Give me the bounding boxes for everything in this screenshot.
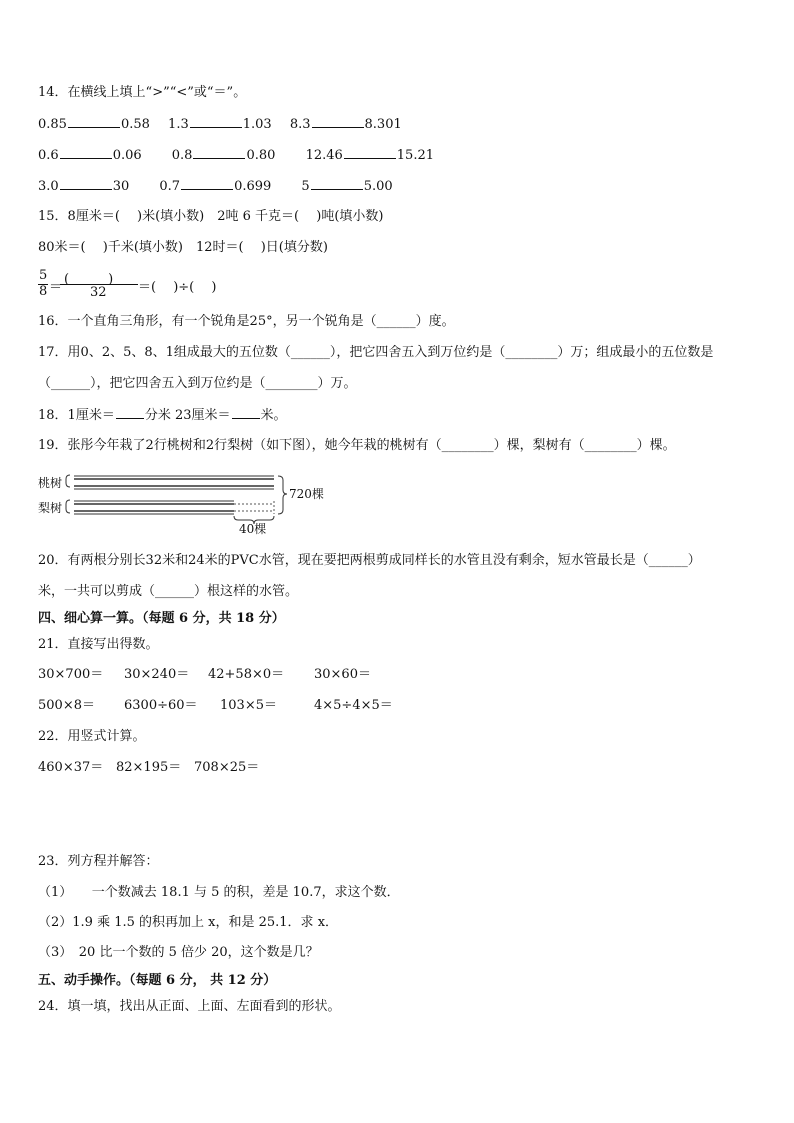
q14-r3-c: 5 [301, 179, 310, 194]
calc-item: 30×700＝ [38, 667, 104, 682]
answer-blank[interactable] [60, 177, 112, 190]
calc-item: 6300÷60＝ [124, 698, 198, 713]
q20-line-1: 20．有两根分别长32米和24米的PVC水管，现在要把两根剪成同样长的水管且没有剩余，短水管最长是（______） [38, 553, 701, 568]
q23-item-2: （2）1.9 乘 1.5 的积再加上 x，和是 25.1．求 x． [38, 915, 339, 930]
label-total: 720棵 [289, 487, 324, 501]
answer-blank[interactable] [68, 115, 120, 128]
answer-blank[interactable] [344, 146, 396, 159]
label-peach: 桃树 [38, 476, 63, 490]
answer-blank[interactable] [193, 146, 245, 159]
q18-part2: 分米 23厘米＝ [144, 408, 231, 423]
answer-blank[interactable] [312, 115, 364, 128]
q20-line-2: 米，一共可以剪成（______）根这样的水管。 [38, 584, 299, 599]
q14-r1-b2: 1.03 [242, 117, 272, 132]
equals-sign: ＝ [49, 280, 63, 295]
section-5-heading: 五、动手操作。（每题 6 分， 共 12 分） [38, 973, 277, 988]
answer-blank[interactable] [190, 115, 242, 128]
pear-brace [66, 500, 70, 513]
calc-item: 30×60＝ [314, 667, 371, 682]
q16: 16．一个直角三角形，有一个锐角是25°，另一个锐角是（______）度。 [38, 314, 455, 329]
q14-title: 14．在横线上填上“>”“<”或“＝”。 [38, 85, 247, 100]
q14-row-3 [38, 177, 393, 196]
q24: 24．填一填，找出从正面、上面、左面看到的形状。 [38, 999, 341, 1014]
total-brace [278, 476, 287, 514]
q23-item-1: （1） 一个数减去 18.1 与 5 的积，差是 10.7，求这个数． [38, 885, 400, 900]
q23-item-3: （3） 20 比一个数的 5 倍少 20，这个数是几？ [38, 945, 319, 960]
label-pear: 梨树 [38, 501, 63, 515]
calc-item: 30×240＝ [124, 667, 190, 682]
calc-item: 42+58×0＝ [208, 667, 285, 682]
q14-r3-b: 0.7 [159, 179, 181, 194]
frac-den-8: 8 [39, 284, 48, 299]
q18-part1: 18．1厘米＝ [38, 408, 115, 423]
q14-r2-c2: 15.21 [396, 148, 434, 163]
q14-r1-a: 0.85 [38, 117, 67, 132]
label-diff: 40棵 [239, 522, 267, 536]
answer-blank[interactable] [311, 177, 363, 190]
q14-row-2 [38, 146, 434, 165]
frac-den-32: 32 [90, 285, 107, 300]
answer-blank[interactable] [181, 177, 233, 190]
calc-item: 103×5＝ [220, 698, 277, 713]
q21-title: 21．直接写出得数。 [38, 637, 159, 652]
tree-diagram [38, 470, 338, 540]
q22-title: 22．用竖式计算。 [38, 729, 146, 744]
q14-row-1 [38, 115, 402, 134]
q18 [38, 406, 287, 425]
calc-item: 82×195＝ [116, 760, 182, 775]
q19-text: 19．张彤今年栽了2行桃树和2行梨树（如下图），她今年栽的桃树有（________）棵，梨树有（________）棵。 [38, 438, 676, 453]
q14-r2-c: 12.46 [305, 148, 343, 163]
q14-r2-b2: 0.80 [246, 148, 276, 163]
frac-num-5: 5 [39, 268, 48, 283]
q14-r2-b: 0.8 [171, 148, 193, 163]
q14-r3-a2: 30 [112, 179, 130, 194]
q14-r3-c2: 5.00 [363, 179, 393, 194]
division-blanks[interactable]: ＝( )÷( ) [138, 280, 217, 295]
calc-item: 500×8＝ [38, 698, 95, 713]
q14-r2-a2: 0.06 [112, 148, 142, 163]
q17-line-1: 17．用0、2、5、8、1组成最大的五位数（______），把它四舍五入到万位约是（________）万；组成最小的五位数是 [38, 345, 714, 360]
answer-blank[interactable] [232, 406, 260, 419]
q15-fraction-line [38, 268, 338, 304]
q14-r3-b2: 0.699 [234, 179, 272, 194]
q15-line-2: 80米＝( )千米(填小数) 12时＝( )日(填分数) [38, 240, 328, 255]
answer-blank[interactable] [60, 146, 112, 159]
section-4-heading: 四、细心算一算。（每题 6 分，共 18 分） [38, 611, 285, 626]
answer-blank[interactable] [116, 406, 144, 419]
calc-item: 708×25＝ [194, 760, 260, 775]
q14-r1-c2: 8.301 [364, 117, 402, 132]
q14-r3-a: 3.0 [38, 179, 59, 194]
q14-r1-a2: 0.58 [120, 117, 150, 132]
calc-item: 460×37＝ [38, 760, 104, 775]
calc-item: 4×5÷4×5＝ [314, 698, 393, 713]
q15-line-1: 15．8厘米＝( )米(填小数) 2吨 6 千克＝( )吨(填小数) [38, 209, 384, 224]
q14-r2-a: 0.6 [38, 148, 59, 163]
peach-brace [66, 475, 70, 487]
q17-line-2: （______），把它四舍五入到万位约是（________）万。 [38, 376, 357, 391]
tree-bars-svg [38, 470, 338, 540]
q14-r1-b: 1.3 [168, 117, 189, 132]
q18-part3: 米。 [260, 408, 287, 423]
q23-title: 23．列方程并解答： [38, 854, 159, 869]
q14-r1-c: 8.3 [289, 117, 311, 132]
frac-num-blank[interactable]: ( ) [64, 272, 114, 287]
